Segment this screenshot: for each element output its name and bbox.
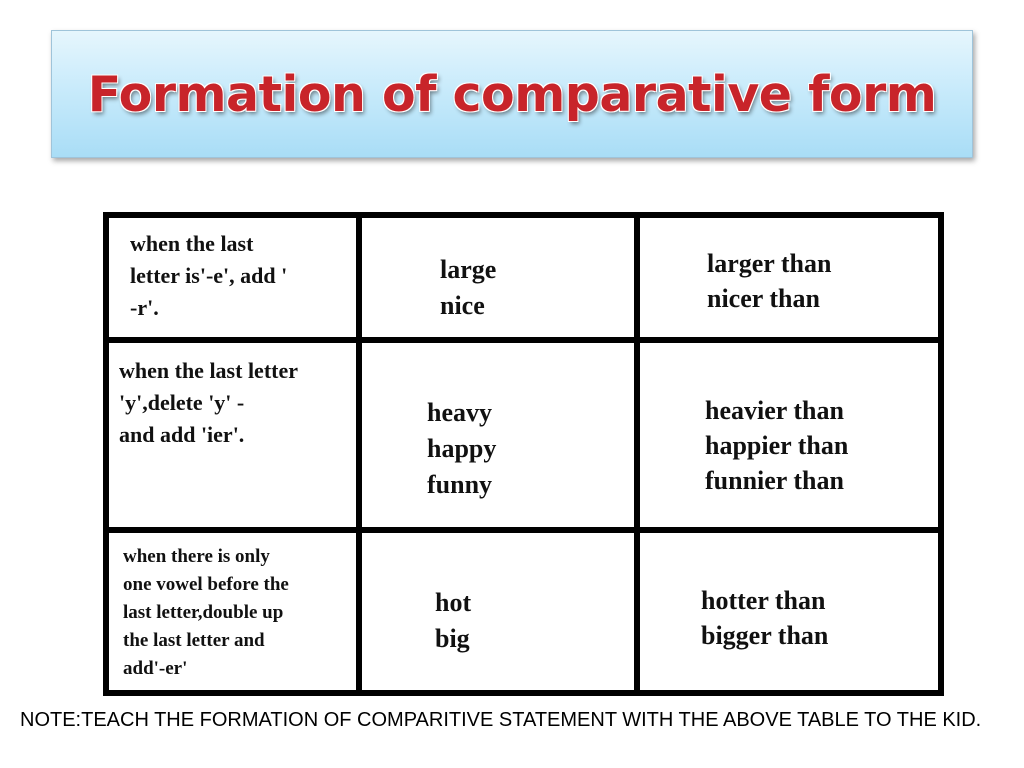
table-row xyxy=(106,215,941,340)
words-cell xyxy=(359,215,637,340)
comparatives-cell xyxy=(637,340,941,530)
table-row xyxy=(106,340,941,530)
rule-cell xyxy=(106,215,359,340)
base-words: heavy happy funny xyxy=(427,397,497,499)
comparative-words: hotter than bigger than xyxy=(701,585,829,650)
rule-text: when the last letter is'-e', add ' -r'. xyxy=(130,231,288,320)
base-words: hot big xyxy=(435,587,472,653)
comparative-words: heavier than happier than funnier than xyxy=(705,395,849,495)
title-banner xyxy=(51,30,973,158)
comparative-words: larger than nicer than xyxy=(707,249,832,313)
teacher-note: NOTE:TEACH THE FORMATION OF COMPARITIVE STATEMENT WITH THE ABOVE TABLE TO THE KID. xyxy=(20,709,982,731)
table-row xyxy=(106,530,941,693)
slide-title: Formation of comparative form xyxy=(87,65,937,123)
rule-text: when there is only one vowel before the last letter,double up the last letter and add'-er' xyxy=(123,545,289,679)
rule-cell xyxy=(106,530,359,693)
rule-cell xyxy=(106,340,359,530)
words-cell xyxy=(359,340,637,530)
base-words: large nice xyxy=(440,255,497,320)
comparatives-cell xyxy=(637,530,941,693)
comparatives-cell xyxy=(637,215,941,340)
rule-text: when the last letter 'y',delete 'y' - and add 'ier'. xyxy=(119,357,299,447)
comparative-rules-table xyxy=(103,212,944,696)
words-cell xyxy=(359,530,637,693)
